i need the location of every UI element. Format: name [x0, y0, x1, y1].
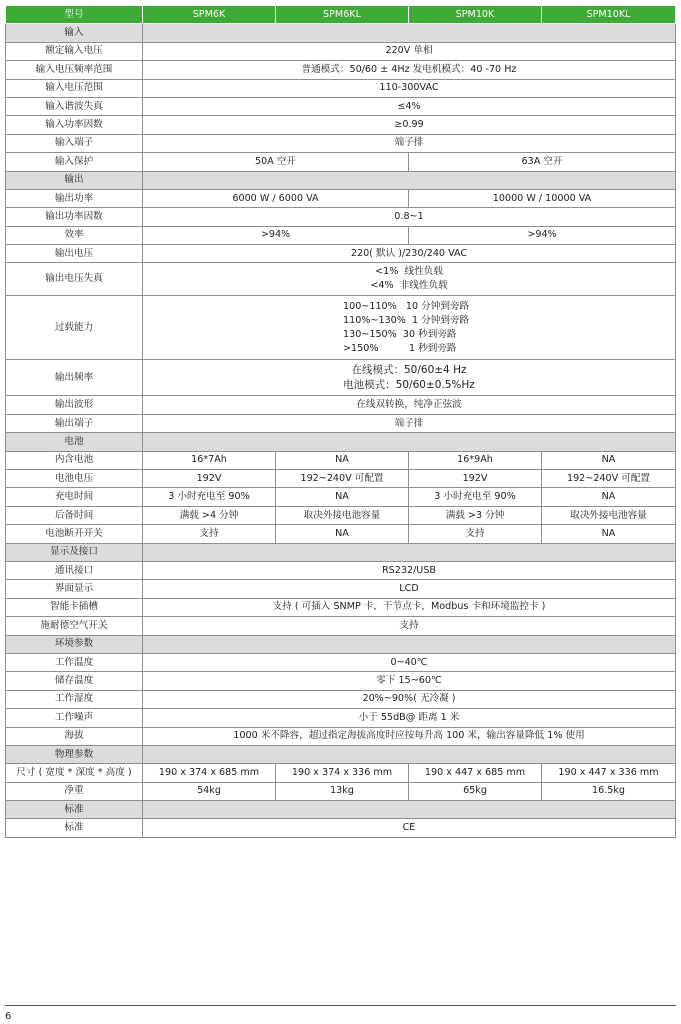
spec-value: ≤4% [143, 97, 676, 115]
spec-value: NA [276, 451, 409, 469]
spec-row [6, 598, 676, 616]
spec-label: 内含电池 [6, 451, 143, 469]
spec-value: 6000 W / 6000 VA [143, 189, 409, 207]
spec-value: 在线模式：50/60±4 Hz 电池模式：50/60±0.5%Hz [143, 360, 676, 396]
spec-label: 输出端子 [6, 414, 143, 432]
section-row [6, 171, 676, 189]
footer-rule [5, 1005, 676, 1006]
spec-label: 工作温度 [6, 653, 143, 671]
spec-row [6, 580, 676, 598]
spec-value: 190 x 374 x 685 mm [143, 764, 276, 782]
spec-table-body [6, 24, 676, 837]
spec-value: 16.5kg [542, 782, 676, 800]
spec-value: 3 小时充电至 90% [143, 488, 276, 506]
spec-row [6, 561, 676, 579]
spec-value: 13kg [276, 782, 409, 800]
spec-row [6, 189, 676, 207]
spec-value: ≥0.99 [143, 116, 676, 134]
spec-row [6, 134, 676, 152]
page-number: 6 [5, 1011, 12, 1022]
spec-value: 1000 米不降容，超过指定海拔高度时应按每升高 100 米，输出容量降低 1% 使用 [143, 727, 676, 745]
spec-value: 63A 空开 [409, 153, 676, 171]
spec-label: 输出频率 [6, 360, 143, 396]
spec-row [6, 153, 676, 171]
spec-value: 220V 单相 [143, 42, 676, 60]
spec-value: LCD [143, 580, 676, 598]
section-fill [143, 433, 676, 451]
spec-value: 65kg [409, 782, 542, 800]
spec-label: 输出功率 [6, 189, 143, 207]
spec-value: 端子排 [143, 414, 676, 432]
section-title: 输入 [6, 24, 143, 42]
spec-row [6, 451, 676, 469]
section-row [6, 24, 676, 42]
spec-value: 支持 [143, 525, 276, 543]
spec-value: 支持 [409, 525, 542, 543]
section-fill [143, 543, 676, 561]
spec-value: 100~110% 10 分钟到旁路 110%~130% 1 分钟到旁路 130~150% 30 秒到旁路 >150% 1 秒到旁路 [143, 296, 676, 360]
spec-value: 54kg [143, 782, 276, 800]
spec-label: 输入保护 [6, 153, 143, 171]
spec-label: 输入电压范围 [6, 79, 143, 97]
spec-value: 0.8~1 [143, 208, 676, 226]
spec-value: 192~240V 可配置 [542, 470, 676, 488]
spec-value: 支持 [143, 617, 676, 635]
section-fill [143, 635, 676, 653]
spec-row [6, 709, 676, 727]
spec-label: 输出功率因数 [6, 208, 143, 226]
section-fill [143, 24, 676, 42]
spec-label: 输入端子 [6, 134, 143, 152]
header-model-spm6kl: SPM6KL [276, 6, 409, 24]
section-row [6, 543, 676, 561]
header-model-spm6k: SPM6K [143, 6, 276, 24]
header-model-spm10kl: SPM10KL [542, 6, 676, 24]
section-title: 标准 [6, 801, 143, 819]
spec-label: 输出电压失真 [6, 263, 143, 296]
spec-row [6, 488, 676, 506]
spec-label: 尺寸 ( 宽度 * 深度 * 高度 ) [6, 764, 143, 782]
header-model-spm10k: SPM10K [409, 6, 542, 24]
spec-row [6, 360, 676, 396]
spec-value: 50A 空开 [143, 153, 409, 171]
spec-table-header [6, 6, 676, 24]
spec-value: 192V [409, 470, 542, 488]
spec-value: 零下 15~60℃ [143, 672, 676, 690]
spec-row [6, 414, 676, 432]
spec-row [6, 116, 676, 134]
spec-label: 智能卡插槽 [6, 598, 143, 616]
section-title: 输出 [6, 171, 143, 189]
spec-row [6, 263, 676, 296]
spec-value: NA [276, 525, 409, 543]
spec-row [6, 819, 676, 837]
spec-value: NA [542, 451, 676, 469]
spec-label: 输入功率因数 [6, 116, 143, 134]
spec-row [6, 296, 676, 360]
section-title: 显示及接口 [6, 543, 143, 561]
spec-row [6, 61, 676, 79]
spec-value: 10000 W / 10000 VA [409, 189, 676, 207]
spec-table [5, 5, 676, 838]
spec-label: 工作湿度 [6, 690, 143, 708]
spec-value: NA [542, 525, 676, 543]
spec-row [6, 79, 676, 97]
spec-value: CE [143, 819, 676, 837]
spec-label: 净重 [6, 782, 143, 800]
spec-label: 通讯接口 [6, 561, 143, 579]
spec-value: NA [276, 488, 409, 506]
spec-value: 190 x 447 x 336 mm [542, 764, 676, 782]
spec-value: 192V [143, 470, 276, 488]
spec-label: 施耐德空气开关 [6, 617, 143, 635]
spec-label: 标准 [6, 819, 143, 837]
spec-value: 在线双转换，纯净正弦波 [143, 396, 676, 414]
spec-row [6, 672, 676, 690]
spec-label: 后备时间 [6, 506, 143, 524]
section-fill [143, 801, 676, 819]
spec-value: >94% [143, 226, 409, 244]
spec-value: 支持 ( 可插入 SNMP 卡，干节点卡，Modbus 卡和环境监控卡 ) [143, 598, 676, 616]
spec-label: 储存温度 [6, 672, 143, 690]
spec-label: 电池断开开关 [6, 525, 143, 543]
spec-value: 16*7Ah [143, 451, 276, 469]
spec-label: 输入电压频率范围 [6, 61, 143, 79]
spec-label: 充电时间 [6, 488, 143, 506]
section-row [6, 433, 676, 451]
spec-row [6, 782, 676, 800]
spec-row [6, 42, 676, 60]
spec-value: 20%~90%( 无冷凝 ) [143, 690, 676, 708]
spec-row [6, 690, 676, 708]
spec-value: 190 x 374 x 336 mm [276, 764, 409, 782]
spec-row [6, 506, 676, 524]
spec-row [6, 617, 676, 635]
section-row [6, 801, 676, 819]
spec-label: 输入谐波失真 [6, 97, 143, 115]
spec-value: 0~40℃ [143, 653, 676, 671]
spec-value: RS232/USB [143, 561, 676, 579]
spec-label: 海拔 [6, 727, 143, 745]
spec-value: 满载 >3 分钟 [409, 506, 542, 524]
spec-row [6, 764, 676, 782]
spec-row [6, 525, 676, 543]
spec-value: 190 x 447 x 685 mm [409, 764, 542, 782]
spec-label: 界面显示 [6, 580, 143, 598]
spec-row [6, 470, 676, 488]
spec-value: >94% [409, 226, 676, 244]
section-fill [143, 171, 676, 189]
section-title: 环境参数 [6, 635, 143, 653]
spec-label: 电池电压 [6, 470, 143, 488]
spec-label: 输出波形 [6, 396, 143, 414]
spec-value: 小于 55dB@ 距离 1 米 [143, 709, 676, 727]
spec-row [6, 245, 676, 263]
spec-value: <1% 线性负载 <4% 非线性负载 [143, 263, 676, 296]
spec-row [6, 226, 676, 244]
spec-label: 效率 [6, 226, 143, 244]
spec-value: 满载 >4 分钟 [143, 506, 276, 524]
spec-value: 110-300VAC [143, 79, 676, 97]
spec-value: 取决外接电池容量 [542, 506, 676, 524]
spec-value: 192~240V 可配置 [276, 470, 409, 488]
spec-value: NA [542, 488, 676, 506]
spec-value: 3 小时充电至 90% [409, 488, 542, 506]
spec-value: 220( 默认 )/230/240 VAC [143, 245, 676, 263]
spec-row [6, 208, 676, 226]
header-label: 型号 [6, 6, 143, 24]
spec-row [6, 396, 676, 414]
section-row [6, 635, 676, 653]
spec-value: 取决外接电池容量 [276, 506, 409, 524]
section-title: 物理参数 [6, 745, 143, 763]
section-fill [143, 745, 676, 763]
spec-value: 16*9Ah [409, 451, 542, 469]
spec-label: 工作噪声 [6, 709, 143, 727]
spec-label: 输出电压 [6, 245, 143, 263]
section-row [6, 745, 676, 763]
spec-row [6, 727, 676, 745]
section-title: 电池 [6, 433, 143, 451]
spec-row [6, 653, 676, 671]
spec-label: 过载能力 [6, 296, 143, 360]
spec-row [6, 97, 676, 115]
spec-label: 额定输入电压 [6, 42, 143, 60]
spec-value: 端子排 [143, 134, 676, 152]
spec-value: 普通模式：50/60 ± 4Hz 发电机模式：40 -70 Hz [143, 61, 676, 79]
